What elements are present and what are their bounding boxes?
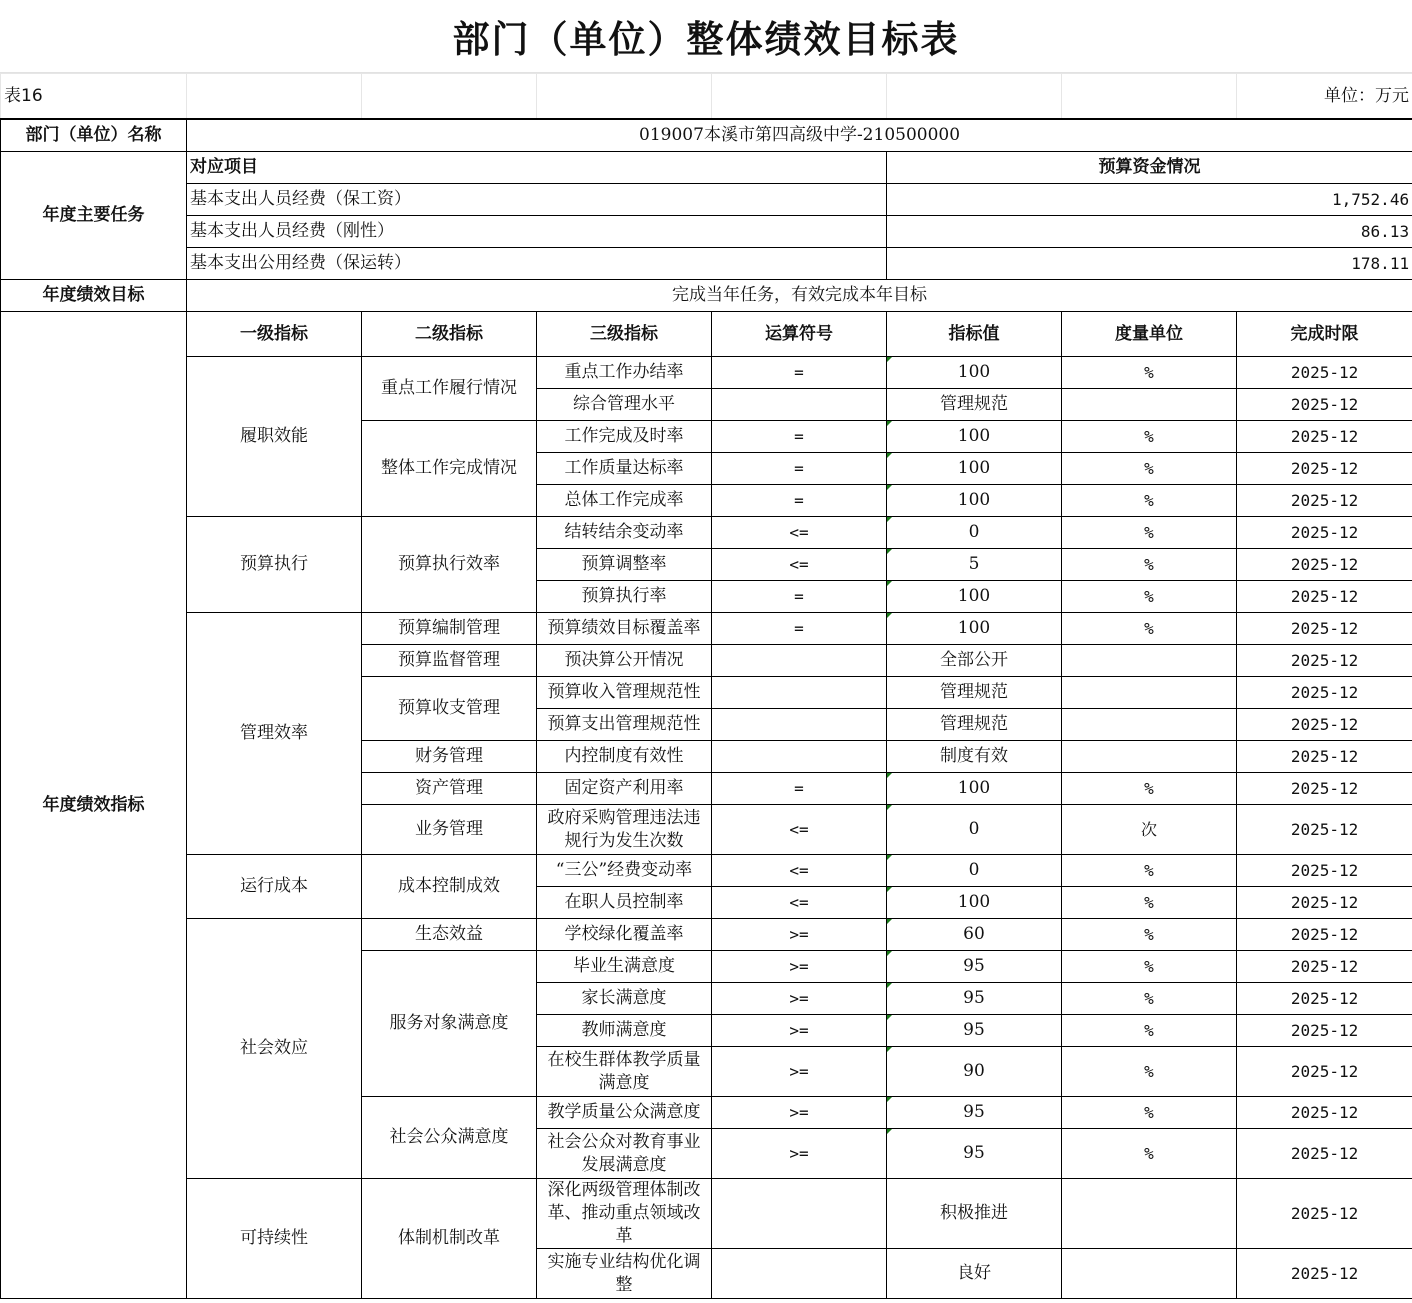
indicator-level1: 社会效应 bbox=[187, 919, 362, 1179]
indicator-deadline: 2025-12 bbox=[1237, 887, 1412, 919]
indicator-operator: <= bbox=[712, 805, 887, 855]
indicator-level3: 政府采购管理违法违规行为发生次数 bbox=[537, 805, 712, 855]
indicator-level2: 体制机制改革 bbox=[362, 1179, 537, 1299]
indicator-level1: 可持续性 bbox=[187, 1179, 362, 1299]
indicator-unit bbox=[1062, 389, 1237, 421]
indicator-deadline: 2025-12 bbox=[1237, 549, 1412, 581]
indicator-level3: 毕业生满意度 bbox=[537, 951, 712, 983]
indicator-level3: 总体工作完成率 bbox=[537, 485, 712, 517]
indicator-level2: 业务管理 bbox=[362, 805, 537, 855]
indicator-header: 运算符号 bbox=[712, 312, 887, 357]
indicator-unit: % bbox=[1062, 1129, 1237, 1179]
dept-name-label: 部门（单位）名称 bbox=[1, 120, 187, 152]
indicator-unit: % bbox=[1062, 485, 1237, 517]
indicator-level3: 工作完成及时率 bbox=[537, 421, 712, 453]
indicator-deadline: 2025-12 bbox=[1237, 517, 1412, 549]
indicator-operator: = bbox=[712, 613, 887, 645]
empty-cell bbox=[1062, 74, 1237, 119]
indicator-unit: % bbox=[1062, 517, 1237, 549]
indicator-value: 100 bbox=[887, 581, 1062, 613]
indicator-unit: % bbox=[1062, 1097, 1237, 1129]
indicator-deadline: 2025-12 bbox=[1237, 1097, 1412, 1129]
indicator-unit: 次 bbox=[1062, 805, 1237, 855]
indicator-value: 管理规范 bbox=[887, 709, 1062, 741]
indicator-unit bbox=[1062, 741, 1237, 773]
indicator-unit: % bbox=[1062, 773, 1237, 805]
indicator-deadline: 2025-12 bbox=[1237, 613, 1412, 645]
indicator-deadline: 2025-12 bbox=[1237, 805, 1412, 855]
task-item-amount: 86.13 bbox=[887, 216, 1412, 248]
indicator-level2: 财务管理 bbox=[362, 741, 537, 773]
indicator-deadline: 2025-12 bbox=[1237, 1179, 1412, 1249]
indicator-operator bbox=[712, 645, 887, 677]
indicator-level3: 预算支出管理规范性 bbox=[537, 709, 712, 741]
indicator-operator: = bbox=[712, 485, 887, 517]
main-table bbox=[0, 119, 1412, 1299]
indicator-level3: 预算执行率 bbox=[537, 581, 712, 613]
task-item-name: 基本支出公用经费（保运转） bbox=[187, 248, 887, 280]
indicator-deadline: 2025-12 bbox=[1237, 389, 1412, 421]
indicator-operator: = bbox=[712, 581, 887, 613]
indicator-header: 完成时限 bbox=[1237, 312, 1412, 357]
indicator-unit: % bbox=[1062, 613, 1237, 645]
indicator-deadline: 2025-12 bbox=[1237, 709, 1412, 741]
indicator-level3: 预算调整率 bbox=[537, 549, 712, 581]
indicator-unit: % bbox=[1062, 1047, 1237, 1097]
indicator-level3: 实施专业结构优化调整 bbox=[537, 1249, 712, 1299]
indicator-level3: 预算绩效目标覆盖率 bbox=[537, 613, 712, 645]
empty-cell bbox=[712, 74, 887, 119]
indicator-operator bbox=[712, 709, 887, 741]
indicator-row bbox=[1, 855, 1412, 887]
indicator-value: 良好 bbox=[887, 1249, 1062, 1299]
indicator-operator: = bbox=[712, 421, 887, 453]
indicator-value: 95 bbox=[887, 1129, 1062, 1179]
indicator-level2: 预算监督管理 bbox=[362, 645, 537, 677]
indicator-level2: 整体工作完成情况 bbox=[362, 421, 537, 517]
indicator-value: 95 bbox=[887, 951, 1062, 983]
indicator-unit: % bbox=[1062, 951, 1237, 983]
indicator-level3: 学校绿化覆盖率 bbox=[537, 919, 712, 951]
indicator-level2: 服务对象满意度 bbox=[362, 951, 537, 1097]
indicator-value: 制度有效 bbox=[887, 741, 1062, 773]
unit-label: 单位：万元 bbox=[1237, 74, 1412, 119]
indicator-deadline: 2025-12 bbox=[1237, 1249, 1412, 1299]
indicator-value: 90 bbox=[887, 1047, 1062, 1097]
indicator-level3: 深化两级管理体制改革、推动重点领域改革 bbox=[537, 1179, 712, 1249]
annual-goal-text: 完成当年任务，有效完成本年目标 bbox=[187, 280, 1412, 312]
indicator-level2: 重点工作履行情况 bbox=[362, 357, 537, 421]
indicator-row bbox=[1, 919, 1412, 951]
indicator-unit bbox=[1062, 645, 1237, 677]
empty-cell bbox=[537, 74, 712, 119]
indicator-unit: % bbox=[1062, 549, 1237, 581]
indicator-level3: 预决算公开情况 bbox=[537, 645, 712, 677]
indicator-unit: % bbox=[1062, 453, 1237, 485]
indicator-header: 一级指标 bbox=[187, 312, 362, 357]
indicator-unit: % bbox=[1062, 421, 1237, 453]
annual-goal-label: 年度绩效目标 bbox=[1, 280, 187, 312]
task-item-name: 基本支出人员经费（保工资） bbox=[187, 184, 887, 216]
indicator-value: 积极推进 bbox=[887, 1179, 1062, 1249]
indicator-operator: <= bbox=[712, 887, 887, 919]
indicator-value: 管理规范 bbox=[887, 677, 1062, 709]
indicator-level3: 社会公众对教育事业发展满意度 bbox=[537, 1129, 712, 1179]
indicator-value: 管理规范 bbox=[887, 389, 1062, 421]
indicator-operator: <= bbox=[712, 517, 887, 549]
indicator-unit: % bbox=[1062, 581, 1237, 613]
indicator-unit: % bbox=[1062, 357, 1237, 389]
indicator-level2: 生态效益 bbox=[362, 919, 537, 951]
empty-cell bbox=[187, 74, 362, 119]
indicator-level2: 资产管理 bbox=[362, 773, 537, 805]
empty-cell bbox=[887, 74, 1062, 119]
indicator-operator: >= bbox=[712, 1015, 887, 1047]
indicator-level2: 预算编制管理 bbox=[362, 613, 537, 645]
indicator-operator: >= bbox=[712, 919, 887, 951]
indicator-level1: 履职效能 bbox=[187, 357, 362, 517]
indicator-operator: = bbox=[712, 773, 887, 805]
indicator-operator: >= bbox=[712, 983, 887, 1015]
indicator-unit bbox=[1062, 709, 1237, 741]
indicator-deadline: 2025-12 bbox=[1237, 645, 1412, 677]
indicator-operator bbox=[712, 1249, 887, 1299]
indicator-level2: 成本控制成效 bbox=[362, 855, 537, 919]
indicator-header: 指标值 bbox=[887, 312, 1062, 357]
indicator-level3: 家长满意度 bbox=[537, 983, 712, 1015]
indicator-level3: 在校生群体教学质量满意度 bbox=[537, 1047, 712, 1097]
indicator-value: 60 bbox=[887, 919, 1062, 951]
indicator-row bbox=[1, 357, 1412, 389]
indicators-label: 年度绩效指标 bbox=[1, 312, 187, 1299]
indicator-operator: >= bbox=[712, 1097, 887, 1129]
indicator-level1: 运行成本 bbox=[187, 855, 362, 919]
indicator-level2: 预算收支管理 bbox=[362, 677, 537, 741]
indicator-operator: = bbox=[712, 357, 887, 389]
dept-name-value: 019007本溪市第四高级中学-210500000 bbox=[187, 120, 1412, 152]
indicator-level3: 内控制度有效性 bbox=[537, 741, 712, 773]
indicator-deadline: 2025-12 bbox=[1237, 741, 1412, 773]
indicator-value: 0 bbox=[887, 805, 1062, 855]
indicator-value: 100 bbox=[887, 613, 1062, 645]
indicator-value: 100 bbox=[887, 773, 1062, 805]
indicator-level3: 预算收入管理规范性 bbox=[537, 677, 712, 709]
indicator-unit bbox=[1062, 1249, 1237, 1299]
indicator-operator: >= bbox=[712, 1129, 887, 1179]
indicator-value: 100 bbox=[887, 421, 1062, 453]
indicator-deadline: 2025-12 bbox=[1237, 421, 1412, 453]
indicator-value: 100 bbox=[887, 357, 1062, 389]
indicator-level1: 管理效率 bbox=[187, 613, 362, 855]
task-item-amount: 1,752.46 bbox=[887, 184, 1412, 216]
indicator-value: 95 bbox=[887, 1097, 1062, 1129]
indicator-unit: % bbox=[1062, 983, 1237, 1015]
annual-tasks-label: 年度主要任务 bbox=[1, 152, 187, 280]
indicator-unit bbox=[1062, 1179, 1237, 1249]
indicator-value: 0 bbox=[887, 855, 1062, 887]
indicator-value: 100 bbox=[887, 485, 1062, 517]
indicator-value: 全部公开 bbox=[887, 645, 1062, 677]
sheet-title: 部门（单位）整体绩效目标表 bbox=[0, 0, 1412, 73]
indicator-level1: 预算执行 bbox=[187, 517, 362, 613]
indicator-value: 5 bbox=[887, 549, 1062, 581]
table-number: 表16 bbox=[1, 74, 187, 119]
indicator-level2: 预算执行效率 bbox=[362, 517, 537, 613]
indicator-deadline: 2025-12 bbox=[1237, 453, 1412, 485]
indicator-deadline: 2025-12 bbox=[1237, 1015, 1412, 1047]
indicator-deadline: 2025-12 bbox=[1237, 1047, 1412, 1097]
indicator-value: 95 bbox=[887, 983, 1062, 1015]
indicator-header: 三级指标 bbox=[537, 312, 712, 357]
indicator-value: 0 bbox=[887, 517, 1062, 549]
indicator-operator: <= bbox=[712, 855, 887, 887]
indicator-deadline: 2025-12 bbox=[1237, 357, 1412, 389]
task-item-name: 基本支出人员经费（刚性） bbox=[187, 216, 887, 248]
indicator-level3: 固定资产利用率 bbox=[537, 773, 712, 805]
indicator-value: 100 bbox=[887, 453, 1062, 485]
empty-cell bbox=[362, 74, 537, 119]
indicator-value: 95 bbox=[887, 1015, 1062, 1047]
indicator-row bbox=[1, 517, 1412, 549]
indicator-operator: >= bbox=[712, 1047, 887, 1097]
indicator-header: 度量单位 bbox=[1062, 312, 1237, 357]
indicator-deadline: 2025-12 bbox=[1237, 677, 1412, 709]
task-budget-header: 预算资金情况 bbox=[887, 152, 1412, 184]
indicator-level3: 教学质量公众满意度 bbox=[537, 1097, 712, 1129]
indicator-level2: 社会公众满意度 bbox=[362, 1097, 537, 1179]
indicator-unit: % bbox=[1062, 887, 1237, 919]
indicator-level3: 结转结余变动率 bbox=[537, 517, 712, 549]
indicator-operator: >= bbox=[712, 951, 887, 983]
indicator-header: 二级指标 bbox=[362, 312, 537, 357]
indicator-operator bbox=[712, 677, 887, 709]
indicator-deadline: 2025-12 bbox=[1237, 485, 1412, 517]
indicator-operator: <= bbox=[712, 549, 887, 581]
indicator-unit: % bbox=[1062, 919, 1237, 951]
indicator-level3: 在职人员控制率 bbox=[537, 887, 712, 919]
indicator-unit: % bbox=[1062, 1015, 1237, 1047]
indicator-deadline: 2025-12 bbox=[1237, 983, 1412, 1015]
indicator-operator: = bbox=[712, 453, 887, 485]
indicator-unit bbox=[1062, 677, 1237, 709]
indicator-level3: 工作质量达标率 bbox=[537, 453, 712, 485]
indicator-deadline: 2025-12 bbox=[1237, 855, 1412, 887]
indicator-level3: 重点工作办结率 bbox=[537, 357, 712, 389]
indicator-deadline: 2025-12 bbox=[1237, 951, 1412, 983]
indicator-row bbox=[1, 613, 1412, 645]
indicator-level3: “三公”经费变动率 bbox=[537, 855, 712, 887]
indicator-deadline: 2025-12 bbox=[1237, 581, 1412, 613]
indicator-level3: 综合管理水平 bbox=[537, 389, 712, 421]
indicator-deadline: 2025-12 bbox=[1237, 919, 1412, 951]
indicator-operator bbox=[712, 1179, 887, 1249]
indicator-operator bbox=[712, 389, 887, 421]
indicator-level3: 教师满意度 bbox=[537, 1015, 712, 1047]
indicator-unit: % bbox=[1062, 855, 1237, 887]
indicator-row bbox=[1, 1179, 1412, 1249]
meta-row-table bbox=[0, 73, 1412, 119]
task-item-amount: 178.11 bbox=[887, 248, 1412, 280]
task-item-header: 对应项目 bbox=[187, 152, 887, 184]
indicator-operator bbox=[712, 741, 887, 773]
indicator-value: 100 bbox=[887, 887, 1062, 919]
indicator-deadline: 2025-12 bbox=[1237, 1129, 1412, 1179]
indicator-deadline: 2025-12 bbox=[1237, 773, 1412, 805]
